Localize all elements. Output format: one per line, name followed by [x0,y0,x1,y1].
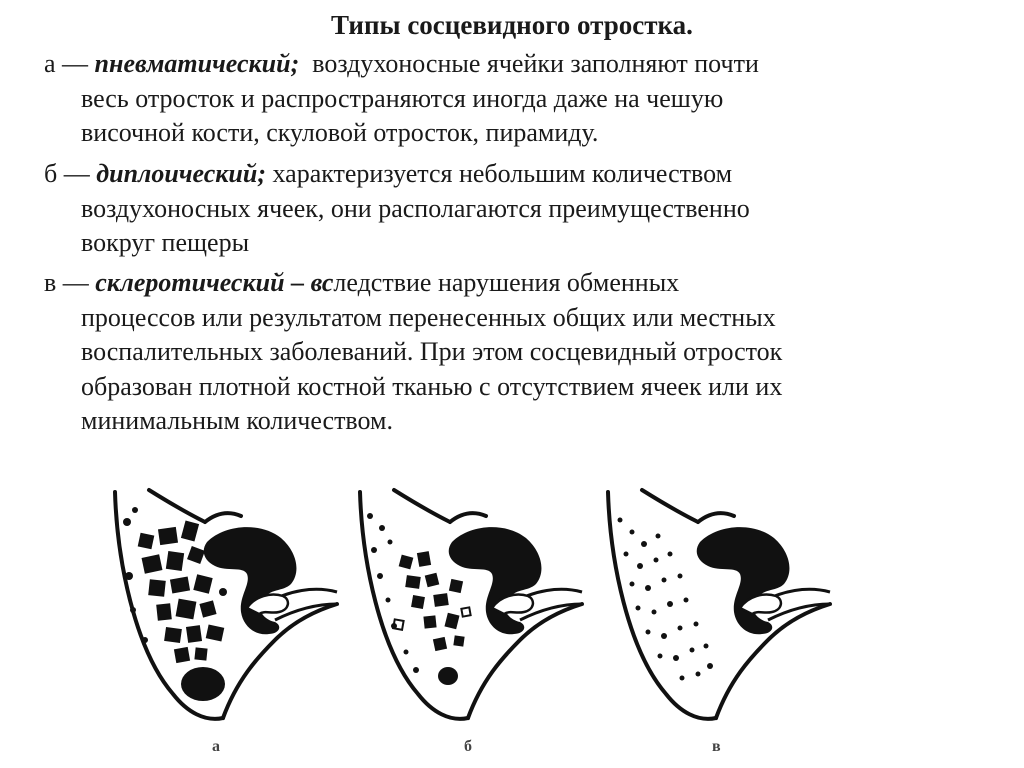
definition-line: височной кости, скуловой отросток, пирамиду. [81,118,599,147]
figure-caption-v: в [712,738,721,755]
definition-line: воспалительных заболеваний. При этом сосцевидный отросток [81,337,783,366]
item-letter: в — [44,268,89,297]
mastoid-figure-diploic [350,480,590,730]
item-letter: б — [44,159,90,188]
definition-pneumatic [44,47,1004,151]
definition-line: образован плотной костной тканью с отсутствием ячеек или их [81,371,783,401]
mastoid-figure-pneumatic [105,480,345,730]
definition-sclerotic [44,266,1004,439]
mastoid-figure-sclerotic [598,480,838,730]
definition-line: вокруг пещеры [81,228,250,257]
term-dash: – [291,268,305,297]
slide-title: Типы сосцевидного отростка. [331,10,693,40]
definition-line: воздухоносных ячеек, они располагаются преимущественно [81,193,750,223]
definition-line: весь отросток и распространяются иногда даже на чешую [81,83,724,113]
figure-caption-a: а [212,738,220,755]
definition-text: ледствие нарушения обменных [333,268,680,297]
definition-first-line [44,157,1004,192]
definition-lead: вс [310,268,334,297]
item-letter: а — [44,49,89,78]
definition-line: процессов или результатом перенесенных общих или местных [81,302,776,332]
figure-caption-b: б [464,738,472,755]
definition-text: воздухоносные ячейки заполняют почти [312,49,759,78]
definition-diploic [44,157,1004,261]
definition-first-line [44,266,1004,301]
definition-first-line [44,47,1004,82]
definition-text: характеризуется небольшим количеством [272,159,733,188]
term-diploic: диплоический; [96,159,266,188]
definition-line: минимальным количеством. [81,406,393,435]
term-sclerotic: склеротический [95,268,285,297]
term-pneumatic: пневматический; [94,49,300,78]
